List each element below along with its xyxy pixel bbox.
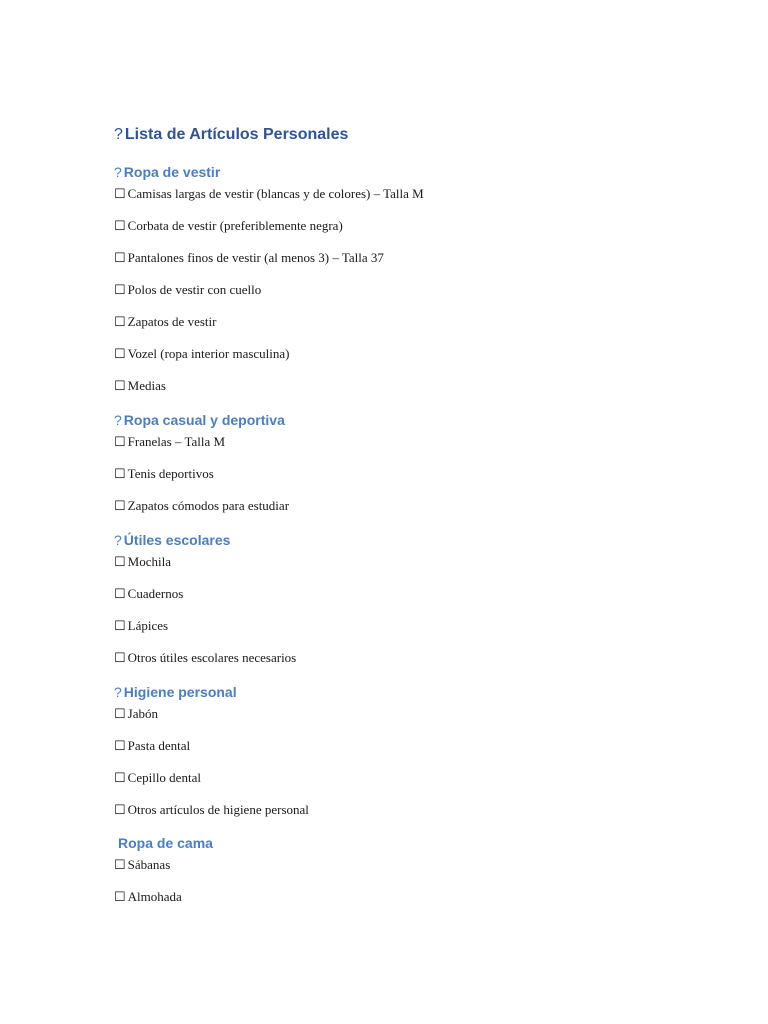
- checkbox-icon[interactable]: ☐: [114, 650, 126, 665]
- checkbox-icon[interactable]: ☐: [114, 378, 126, 393]
- section-heading-ropa-casual: [114, 410, 285, 430]
- section-heading-utiles-escolares: [114, 530, 230, 550]
- checklist-item[interactable]: [114, 769, 201, 787]
- checkbox-icon[interactable]: ☐: [114, 554, 126, 569]
- checklist-item-label: Franelas – Talla M: [127, 434, 226, 449]
- document-title: [114, 124, 348, 146]
- checklist-item-label: Otros artículos de higiene personal: [127, 802, 309, 817]
- checklist-item[interactable]: [114, 617, 168, 635]
- checkbox-icon[interactable]: ☐: [114, 250, 126, 265]
- checklist-item-label: Lápices: [127, 618, 169, 633]
- checklist-item-label: Zapatos de vestir: [127, 314, 217, 329]
- checkbox-icon[interactable]: ☐: [114, 434, 126, 449]
- checkbox-icon[interactable]: ☐: [114, 738, 126, 753]
- checklist-item-label: Cuadernos: [127, 586, 184, 601]
- section-heading-ropa-de-vestir: [114, 162, 220, 182]
- checklist-item-label: Camisas largas de vestir (blancas y de colores) – Talla M: [127, 186, 424, 201]
- checklist-item-label: Medias: [127, 378, 166, 393]
- checkbox-icon[interactable]: ☐: [114, 618, 126, 633]
- section-marker-icon: ?: [114, 532, 122, 548]
- checklist-item[interactable]: [114, 801, 309, 819]
- checklist-item-label: Sábanas: [127, 857, 171, 872]
- section-heading-ropa-de-cama: [116, 833, 213, 853]
- checkbox-icon[interactable]: ☐: [114, 186, 126, 201]
- checkbox-icon[interactable]: ☐: [114, 857, 126, 872]
- checkbox-icon[interactable]: ☐: [114, 770, 126, 785]
- section-heading-text: Útiles escolares: [123, 532, 231, 548]
- section-heading-text: Ropa de vestir: [123, 164, 221, 180]
- checklist-item-label: Almohada: [127, 889, 182, 904]
- document-title-text: Lista de Artículos Personales: [124, 126, 349, 143]
- section-heading-text: Higiene personal: [123, 684, 237, 700]
- checklist-item-label: Pasta dental: [127, 738, 191, 753]
- checklist-item[interactable]: [114, 249, 384, 267]
- checklist-item[interactable]: [114, 585, 183, 603]
- checklist-item-label: Polos de vestir con cuello: [127, 282, 262, 297]
- checklist-item-label: Corbata de vestir (preferiblemente negra): [127, 218, 343, 233]
- checklist-item-label: Tenis deportivos: [127, 466, 214, 481]
- checklist-item[interactable]: [114, 377, 166, 395]
- section-marker-icon: ?: [114, 684, 122, 700]
- checklist-item[interactable]: [114, 553, 171, 571]
- section-heading-higiene-personal: [114, 682, 237, 702]
- section-heading-text: Ropa de cama: [118, 835, 213, 851]
- checkbox-icon[interactable]: ☐: [114, 706, 126, 721]
- checkbox-icon[interactable]: ☐: [114, 282, 126, 297]
- checklist-item-label: Zapatos cómodos para estudiar: [127, 498, 290, 513]
- checklist-item-label: Otros útiles escolares necesarios: [127, 650, 297, 665]
- checklist-item[interactable]: [114, 649, 296, 667]
- checklist-item-label: Jabón: [127, 706, 158, 721]
- checkbox-icon[interactable]: ☐: [114, 314, 126, 329]
- checkbox-icon[interactable]: ☐: [114, 218, 126, 233]
- checklist-item[interactable]: [114, 465, 214, 483]
- checklist-item-label: Vozel (ropa interior masculina): [127, 346, 290, 361]
- checklist-item[interactable]: [114, 497, 289, 515]
- checkbox-icon[interactable]: ☐: [114, 889, 126, 904]
- checklist-item[interactable]: [114, 217, 343, 235]
- checklist-item[interactable]: [114, 345, 290, 363]
- checklist-item[interactable]: [114, 705, 158, 723]
- checklist-item[interactable]: [114, 737, 190, 755]
- checkbox-icon[interactable]: ☐: [114, 346, 126, 361]
- title-marker-icon: ?: [114, 126, 123, 143]
- checklist-item-label: Mochila: [127, 554, 171, 569]
- checkbox-icon[interactable]: ☐: [114, 802, 126, 817]
- checkbox-icon[interactable]: ☐: [114, 586, 126, 601]
- checklist-item-label: Cepillo dental: [127, 770, 201, 785]
- section-marker-icon: ?: [114, 412, 122, 428]
- checklist-item-label: Pantalones finos de vestir (al menos 3) – Talla 37: [127, 250, 384, 265]
- checklist-item[interactable]: [114, 281, 261, 299]
- checklist-item[interactable]: [114, 185, 424, 203]
- checkbox-icon[interactable]: ☐: [114, 466, 126, 481]
- checkbox-icon[interactable]: ☐: [114, 498, 126, 513]
- checklist-item[interactable]: [114, 888, 182, 906]
- section-marker-icon: ?: [114, 164, 122, 180]
- checklist-item[interactable]: [114, 856, 170, 874]
- checklist-item[interactable]: [114, 433, 225, 451]
- checklist-item[interactable]: [114, 313, 216, 331]
- section-heading-text: Ropa casual y deportiva: [123, 412, 285, 428]
